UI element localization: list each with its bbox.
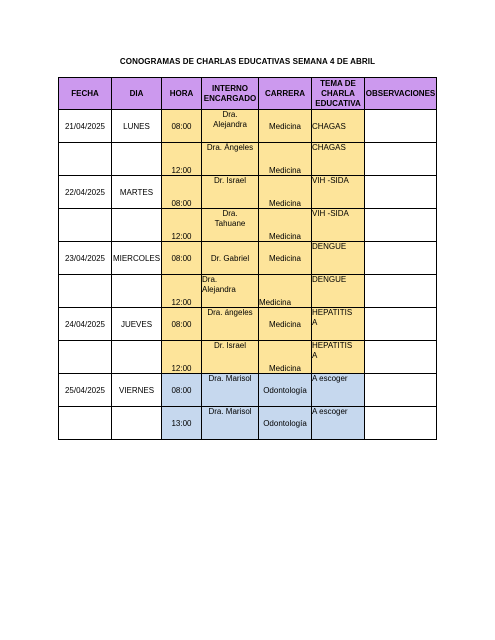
header-tema-line2: CHARLA bbox=[321, 88, 355, 98]
cell-carrera: Medicina bbox=[259, 242, 312, 275]
cell-tema: DENGUE bbox=[312, 242, 365, 275]
header-interno-line1: INTERNO bbox=[212, 83, 248, 93]
cell-fecha bbox=[59, 341, 112, 374]
cell-tema: VIH -SIDA bbox=[312, 176, 365, 209]
cell-hora: 08:00 bbox=[162, 308, 202, 341]
cell-tema-line1: HEPATITIS bbox=[312, 341, 353, 350]
cell-hora: 12:00 bbox=[162, 209, 202, 242]
cell-tema-line1: HEPATITIS bbox=[312, 308, 353, 317]
cell-observaciones bbox=[365, 275, 437, 308]
document-title: CONOGRAMAS DE CHARLAS EDUCATIVAS SEMANA 4 DE ABRIL bbox=[119, 57, 376, 66]
header-tema bbox=[312, 78, 365, 110]
header-observaciones: OBSERVACIONES bbox=[365, 78, 437, 110]
cell-fecha bbox=[59, 143, 112, 176]
cell-carrera: Medicina bbox=[259, 341, 312, 374]
cell-dia bbox=[112, 143, 162, 176]
table-row bbox=[59, 176, 437, 209]
cell-interno bbox=[202, 209, 259, 242]
header-row bbox=[59, 78, 437, 110]
cell-fecha: 23/04/2025 bbox=[59, 242, 112, 275]
cell-carrera: Medicina bbox=[259, 143, 312, 176]
cell-interno-line1: Dra. bbox=[222, 110, 238, 119]
cell-hora: 08:00 bbox=[162, 176, 202, 209]
cell-dia: MARTES bbox=[112, 176, 162, 209]
cell-fecha: 24/04/2025 bbox=[59, 308, 112, 341]
cell-observaciones bbox=[365, 308, 437, 341]
table-row bbox=[59, 143, 437, 176]
cell-interno: Dra. Marisol bbox=[202, 374, 259, 407]
cell-interno: Dr. Israel bbox=[202, 341, 259, 374]
table-row bbox=[59, 275, 437, 308]
cell-tema: A escoger bbox=[312, 374, 365, 407]
cell-interno: Dra. Ángeles bbox=[202, 143, 259, 176]
table-row bbox=[59, 242, 437, 275]
table-row bbox=[59, 374, 437, 407]
cell-tema: DENGUE bbox=[312, 275, 365, 308]
cell-interno bbox=[202, 110, 259, 143]
cell-carrera: Medicina bbox=[259, 209, 312, 242]
cell-observaciones bbox=[365, 374, 437, 407]
cell-hora: 08:00 bbox=[162, 110, 202, 143]
cell-dia bbox=[112, 407, 162, 440]
cell-carrera: Odontología bbox=[259, 374, 312, 407]
cell-observaciones bbox=[365, 110, 437, 143]
header-tema-line3: EDUCATIVA bbox=[315, 98, 361, 108]
cell-hora: 12:00 bbox=[162, 275, 202, 308]
cell-tema: CHAGAS bbox=[312, 143, 365, 176]
cell-hora: 12:00 bbox=[162, 143, 202, 176]
cell-dia bbox=[112, 341, 162, 374]
cell-interno-line2: Alejandra bbox=[213, 120, 247, 129]
cell-interno: Dr. Gabriel bbox=[202, 242, 259, 275]
table-row bbox=[59, 341, 437, 374]
cell-hora: 08:00 bbox=[162, 242, 202, 275]
header-dia: DIA bbox=[112, 78, 162, 110]
cell-interno: Dra. ángeles bbox=[202, 308, 259, 341]
cell-fecha: 25/04/2025 bbox=[59, 374, 112, 407]
cell-observaciones bbox=[365, 341, 437, 374]
cell-hora: 08:00 bbox=[162, 374, 202, 407]
cell-carrera: Medicina bbox=[259, 308, 312, 341]
cell-observaciones bbox=[365, 407, 437, 440]
cell-dia: JUEVES bbox=[112, 308, 162, 341]
cell-interno bbox=[202, 275, 259, 308]
table-row bbox=[59, 407, 437, 440]
cell-dia: VIERNES bbox=[112, 374, 162, 407]
schedule-table bbox=[58, 77, 437, 440]
cell-carrera: Medicina bbox=[259, 110, 312, 143]
cell-tema bbox=[312, 341, 365, 374]
cell-fecha bbox=[59, 275, 112, 308]
cell-observaciones bbox=[365, 143, 437, 176]
cell-observaciones bbox=[365, 242, 437, 275]
cell-interno-line2: Alejandra bbox=[202, 285, 236, 294]
header-fecha: FECHA bbox=[59, 78, 112, 110]
header-interno bbox=[202, 78, 259, 110]
cell-tema: CHAGAS bbox=[312, 110, 365, 143]
header-tema-line1: TEMA DE bbox=[320, 78, 356, 88]
cell-fecha bbox=[59, 407, 112, 440]
cell-dia bbox=[112, 275, 162, 308]
header-hora: HORA bbox=[162, 78, 202, 110]
cell-interno-line1: Dra. bbox=[202, 275, 218, 284]
table-row bbox=[59, 110, 437, 143]
header-interno-line2: ENCARGADO bbox=[203, 93, 257, 103]
header-carrera: CARRERA bbox=[259, 78, 312, 110]
cell-tema: A escoger bbox=[312, 407, 365, 440]
cell-tema-line2: A bbox=[312, 351, 318, 360]
cell-hora: 12:00 bbox=[162, 341, 202, 374]
cell-tema bbox=[312, 308, 365, 341]
cell-dia bbox=[112, 209, 162, 242]
cell-tema: VIH -SIDA bbox=[312, 209, 365, 242]
cell-fecha: 22/04/2025 bbox=[59, 176, 112, 209]
cell-carrera: Odontología bbox=[259, 407, 312, 440]
cell-fecha: 21/04/2025 bbox=[59, 110, 112, 143]
cell-interno: Dr. Israel bbox=[202, 176, 259, 209]
cell-carrera: Medicina bbox=[259, 275, 312, 308]
table-row bbox=[59, 209, 437, 242]
cell-tema-line2: A bbox=[312, 318, 318, 327]
cell-carrera: Medicina bbox=[259, 176, 312, 209]
cell-hora: 13:00 bbox=[162, 407, 202, 440]
cell-interno-line1: Dra. bbox=[222, 209, 238, 218]
cell-interno: Dra. Marisol bbox=[202, 407, 259, 440]
table-row bbox=[59, 308, 437, 341]
cell-observaciones bbox=[365, 209, 437, 242]
cell-dia: LUNES bbox=[112, 110, 162, 143]
cell-interno-line2: Tahuane bbox=[214, 219, 246, 228]
cell-fecha bbox=[59, 209, 112, 242]
cell-observaciones bbox=[365, 176, 437, 209]
cell-dia: MIERCOLES bbox=[112, 242, 162, 275]
